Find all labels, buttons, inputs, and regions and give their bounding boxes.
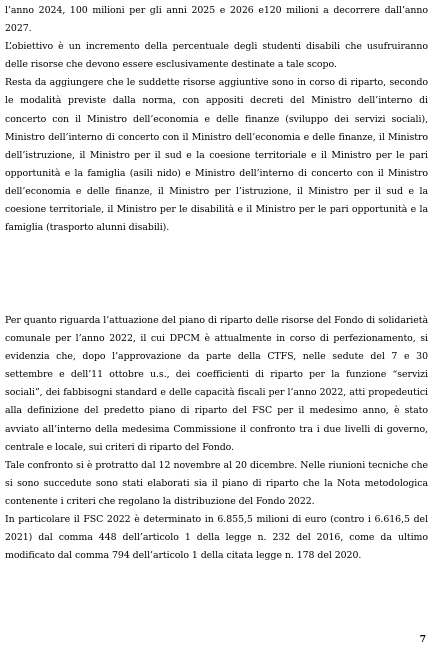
paragraph: Resta da aggiungere che le suddette risorse aggiuntive sono in corso di riparto, secondo le modalità previste dalla norma, con appositi decreti del Ministro dell’interno di concerto con il Ministro dell’economia e delle finanze (sviluppo dei servizi sociali), Ministro dell’interno di concerto con il Ministro dell’economia e delle finanze, il Ministro dell’istruzione, il Ministro per il sud e la coesione territoriale e il Ministro per le pari opportunità e la famiglia (asili nido) e Ministro dell’interno di concerto con il Ministro dell’economia e delle finanze, il Ministro per l’istruzione, il Ministro per il sud e la coesione territoriale, il Ministro per le disabilità e il Ministro per le pari opportunità e la famiglia (trasporto alunni disabili). <box>5 77 428 234</box>
text-section-1 <box>5 2 428 237</box>
paragraph: Per quanto riguarda l’attuazione del piano di riparto delle risorse del Fondo di solidarietà comunale per l’anno 2022, il cui DPCM è attualmente in corso di perfezionamento, si evidenzia che, dopo l’approvazione da parte della CTFS, nelle sedute del 7 e 30 settembre e dell’11 ottobre u.s., dei coefficienti di riparto per la funzione “servizi sociali”, dei fabbisogni standard e delle capacità fiscali per l’anno 2022, atti propedeutici alla definizione del predetto piano di riparto del FSC per il medesimo anno, è stato avviato all’interno della medesima Commissione il confronto tra i due livelli di governo, centrale e locale, sui criteri di riparto del Fondo. <box>5 315 428 453</box>
paragraph: Tale confronto si è protratto dal 12 novembre al 20 dicembre. Nelle riunioni tecniche che si sono succedute sono stati elaborati sia il piano di riparto che la Nota metodologica contenente i criteri che regolano la distribuzione del Fondo 2022. <box>5 459 428 507</box>
paragraph: In particolare il FSC 2022 è determinato in 6.855,5 milioni di euro (contro i 6.616,5 del 2021) dal comma 448 dell’articolo 1 della legge n. 232 del 2016, come da ultimo modificato dal comma 794 dell’articolo 1 della citata legge n. 178 del 2020. <box>5 514 428 562</box>
page-number: 7 <box>419 635 426 645</box>
paragraph: l’anno 2024, 100 milioni per gli anni 2025 e 2026 e120 milioni a decorrere dall’anno 2027. <box>5 5 428 35</box>
paragraph: L’obiettivo è un incremento della percentuale degli studenti disabili che usufruiranno delle risorse che devono essere esclusivamente destinate a tale scopo. <box>5 41 428 71</box>
text-section-2 <box>5 312 428 565</box>
